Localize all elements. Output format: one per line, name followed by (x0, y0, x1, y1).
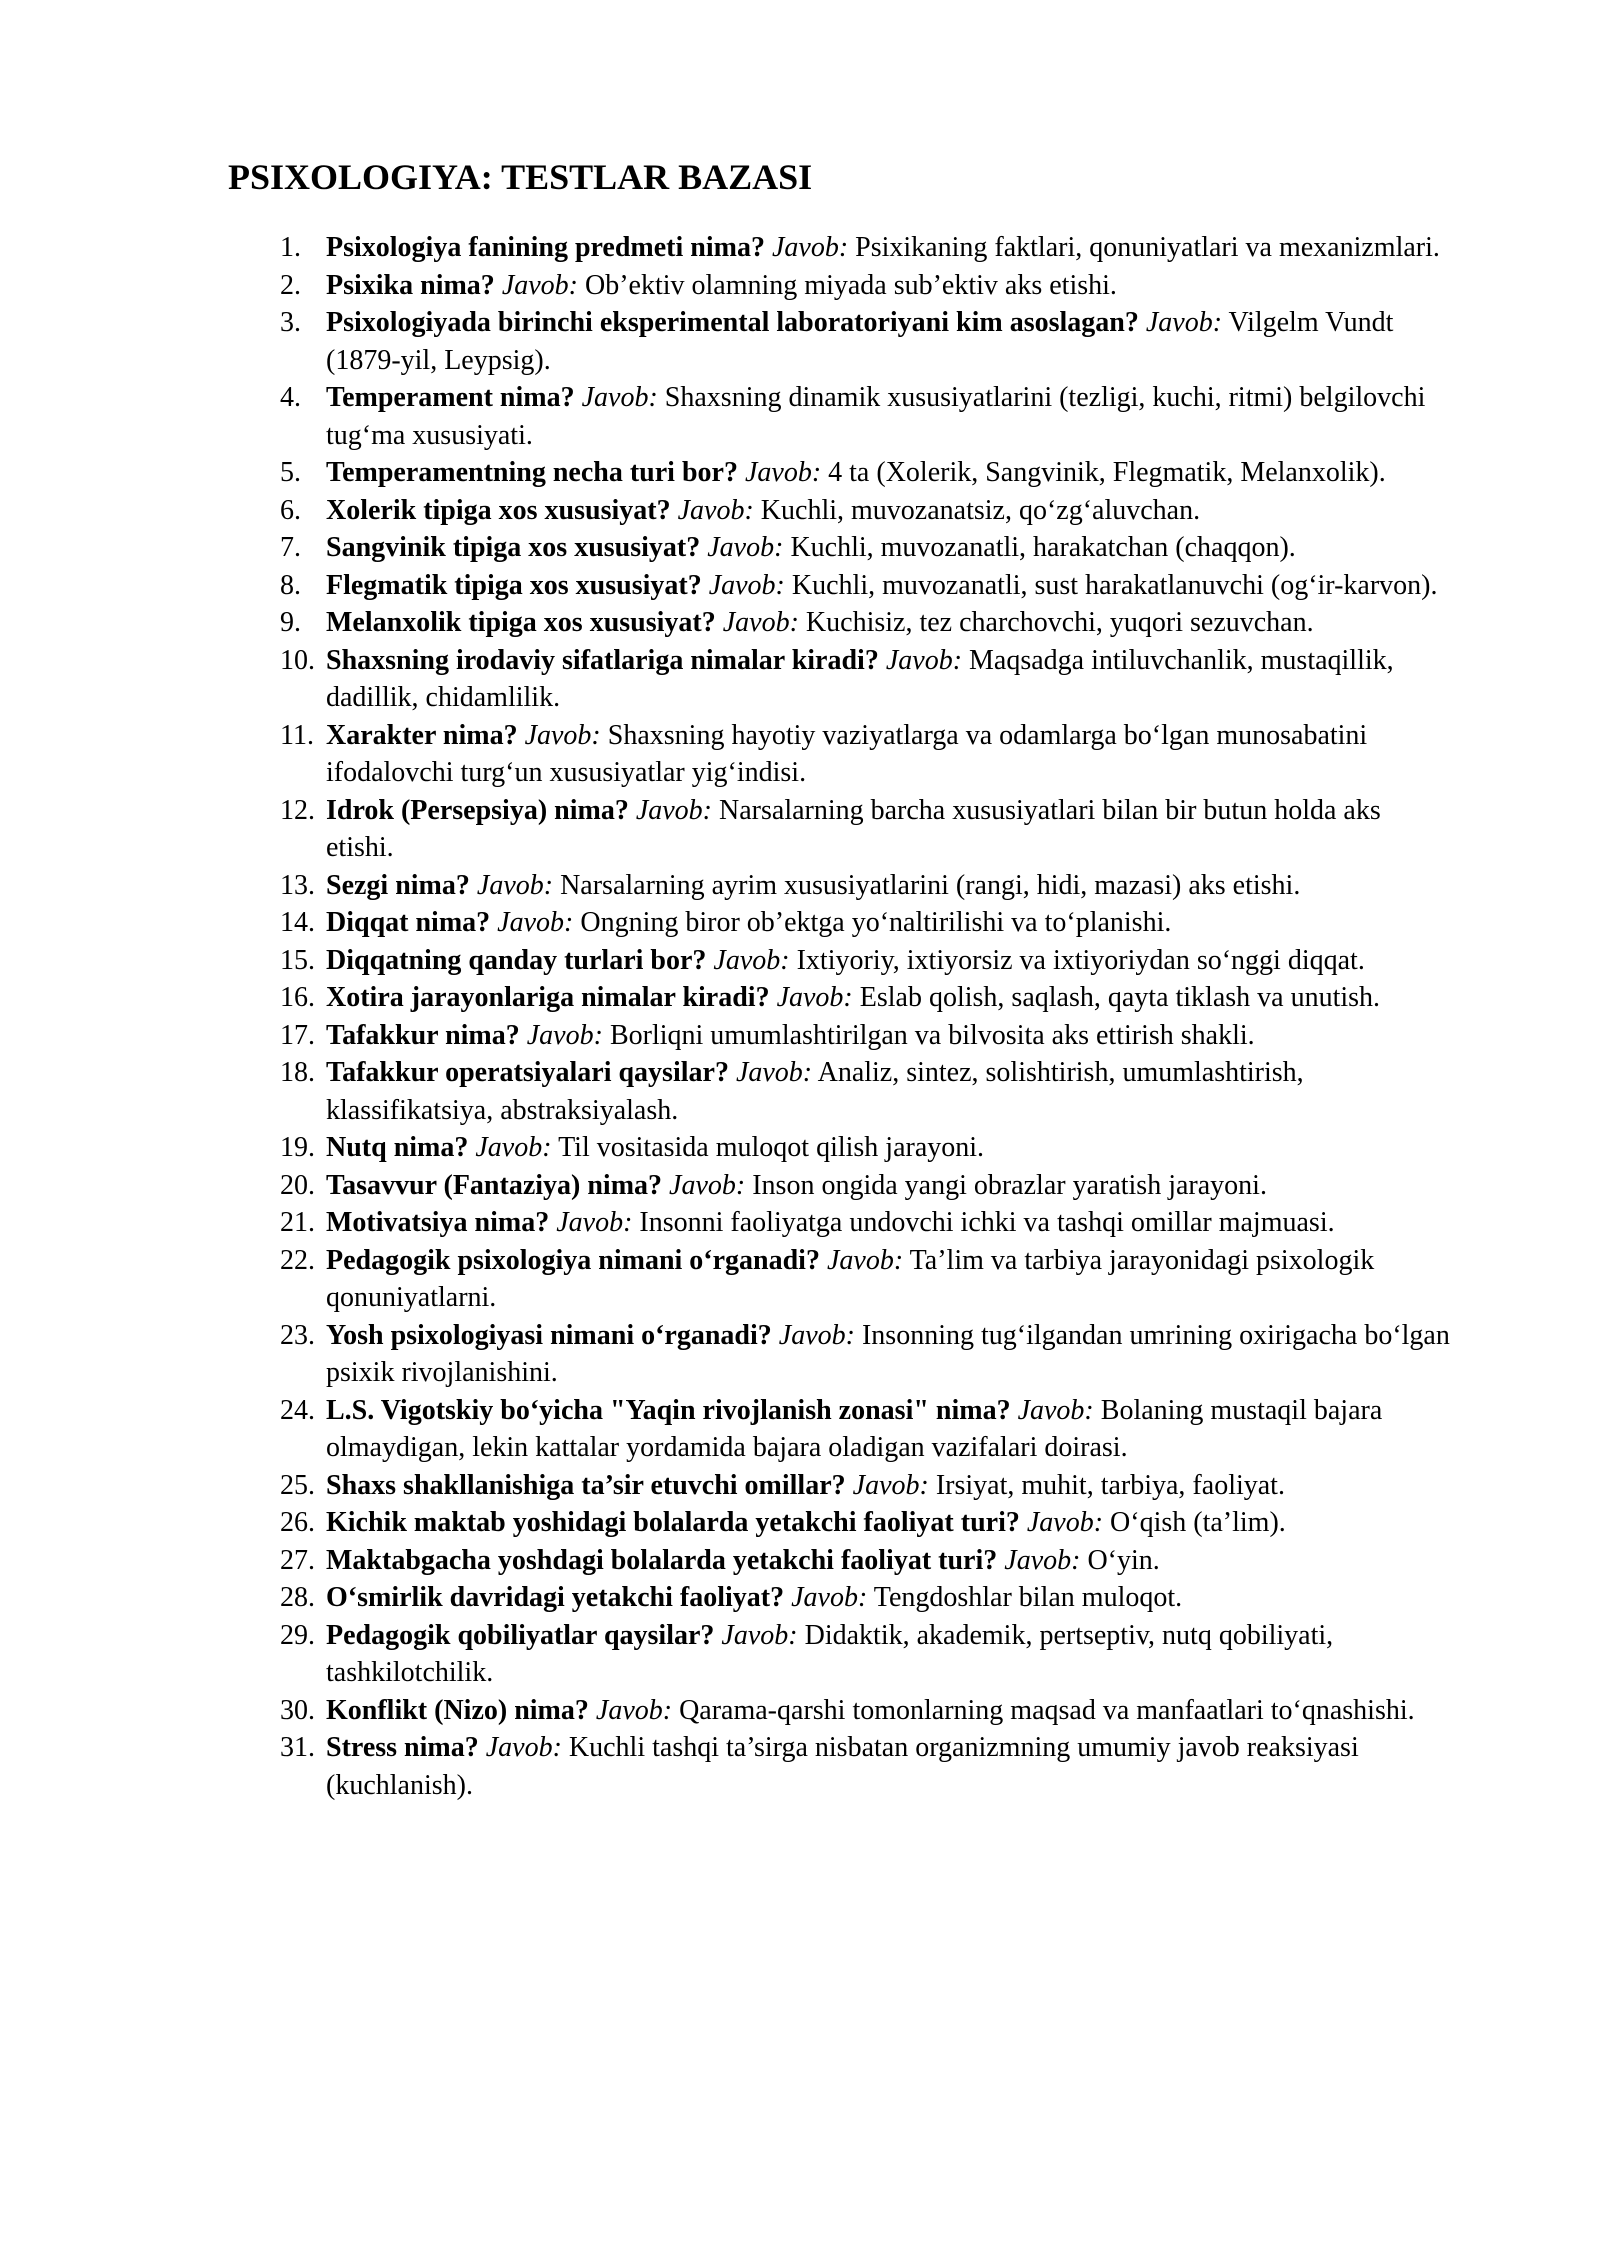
item-text (326, 1245, 1374, 1314)
qa-item (280, 229, 1452, 267)
question-text: Maktabgacha yoshdagi bolalarda yetakchi faoliyat turi? (326, 1544, 998, 1576)
question-text: Diqqat nima? (326, 907, 491, 938)
question-text: Xolerik tipiga xos xususiyat? (326, 494, 671, 526)
answer-text: Narsalarning ayrim xususiyatlarini (rangi, hidi, mazasi) aks etishi. (560, 869, 1301, 901)
qa-item (280, 1054, 1452, 1129)
answer-label: Javob: (778, 1319, 855, 1351)
item-number: 23. (280, 1319, 315, 1351)
item-text (326, 1057, 1304, 1126)
item-text (326, 1395, 1382, 1464)
answer-label: Javob: (677, 494, 754, 526)
answer-text: Bolaning mustaqil bajara olmaydigan, lekin kattalar yordamida bajara oladigan vazifalari doirasi. (326, 1394, 1383, 1463)
item-text (326, 1132, 984, 1163)
item-number: 16. (280, 982, 315, 1013)
question-text: Diqqatning qanday turlari bor? (326, 944, 707, 976)
answer-label: Javob: (669, 1169, 746, 1201)
question-text: Tafakkur operatsiyalari qaysilar? (326, 1057, 729, 1088)
question-text: Temperament nima? (326, 382, 575, 413)
item-number: 27. (280, 1544, 315, 1576)
answer-label: Javob: (1145, 307, 1223, 338)
qa-item (280, 1579, 1452, 1617)
qa-item (280, 942, 1452, 980)
qa-item (280, 304, 1452, 379)
answer-label: Javob: (497, 907, 574, 938)
item-text (326, 870, 1300, 901)
item-text (326, 570, 1437, 601)
qa-item (280, 1729, 1452, 1804)
item-text (326, 1695, 1415, 1726)
qa-item (280, 1392, 1452, 1467)
item-number: 6. (280, 494, 301, 526)
qa-item (280, 492, 1452, 530)
qa-item (280, 1204, 1452, 1242)
item-number: 3. (280, 307, 301, 338)
item-text (326, 307, 1393, 376)
answer-label: Javob: (713, 944, 790, 976)
item-text (326, 1470, 1285, 1501)
item-text (326, 1507, 1286, 1538)
question-text: Flegmatik tipiga xos xususiyat? (326, 569, 702, 601)
answer-text: Ixtiyoriy, ixtiyorsiz va ixtiyoriydan so‘nggi diqqat. (796, 944, 1365, 976)
qa-item (280, 1542, 1452, 1580)
question-text: Nutq nima? (326, 1132, 469, 1163)
item-number: 20. (280, 1169, 315, 1201)
answer-label: Javob: (826, 1244, 904, 1276)
answer-label: Javob: (595, 1694, 673, 1726)
answer-text: Psixikaning faktlari, qonuniyatlari va mexanizmlari. (855, 232, 1440, 263)
item-number: 19. (280, 1132, 315, 1163)
answer-text: Insonni faoliyatga undovchi ichki va tashqi omillar majmuasi. (639, 1207, 1335, 1238)
question-text: Idrok (Persepsiya) nima? (326, 794, 629, 826)
answer-text: Vilgelm Vundt (1879-yil, Leypsig). (326, 307, 1394, 376)
item-text (326, 1020, 1255, 1051)
answer-label: Javob: (485, 1732, 562, 1763)
item-text (326, 1170, 1267, 1201)
answer-label: Javob: (852, 1469, 929, 1501)
answer-label: Javob: (526, 1019, 603, 1051)
item-text (326, 1582, 1182, 1613)
answer-label: Javob: (1026, 1507, 1104, 1538)
answer-label: Javob: (476, 869, 554, 901)
answer-label: Javob: (791, 1582, 868, 1613)
item-text (326, 1320, 1450, 1389)
qa-item (280, 454, 1452, 492)
answer-text: Ongning biror ob’ektga yo‘naltirilishi va to‘planishi. (580, 907, 1172, 938)
qa-item (280, 604, 1452, 642)
answer-label: Javob: (635, 794, 713, 826)
item-number: 11. (280, 719, 314, 751)
qa-item (280, 1504, 1452, 1542)
page-title: PSIXOLOGIYA: TESTLAR BAZASI (228, 157, 813, 197)
qa-item (280, 1617, 1452, 1692)
item-text (326, 270, 1117, 301)
item-text (326, 907, 1171, 938)
answer-text: Irsiyat, muhit, tarbiya, faoliyat. (935, 1469, 1285, 1501)
item-number: 26. (280, 1507, 315, 1538)
answer-label: Javob: (885, 644, 963, 676)
item-text (326, 495, 1200, 526)
answer-label: Javob: (581, 382, 658, 413)
answer-text: Kuchli, muvozanatsiz, qo‘zg‘aluvchan. (760, 494, 1201, 526)
item-text (326, 382, 1425, 451)
qa-item (280, 1167, 1452, 1205)
answer-label: Javob: (722, 607, 799, 638)
question-text: Temperamentning necha turi bor? (326, 457, 738, 488)
item-text (326, 720, 1367, 789)
qa-item (280, 1317, 1452, 1392)
item-text (326, 795, 1381, 864)
question-text: Melanxolik tipiga xos xususiyat? (326, 607, 716, 638)
answer-label: Javob: (744, 457, 822, 488)
item-number: 25. (280, 1469, 315, 1501)
item-number: 8. (280, 569, 301, 601)
item-number: 18. (280, 1057, 315, 1088)
qa-item (280, 1467, 1452, 1505)
qa-item (280, 379, 1452, 454)
question-text: Yosh psixologiyasi nimani o‘rganadi? (326, 1319, 772, 1351)
item-number: 4. (280, 382, 301, 413)
item-text (326, 1620, 1333, 1689)
answer-text: Insonning tug‘ilgandan umrining oxirigacha bo‘lgan psixik rivojlanishini. (326, 1319, 1450, 1388)
answer-label: Javob: (735, 1057, 813, 1088)
answer-text: Tengdoshlar bilan muloqot. (873, 1582, 1183, 1613)
item-text (326, 532, 1296, 563)
item-number: 15. (280, 944, 315, 976)
item-text (326, 457, 1386, 488)
item-number: 5. (280, 457, 301, 488)
item-number: 10. (280, 644, 315, 676)
question-text: Sangvinik tipiga xos xususiyat? (326, 532, 701, 563)
item-text (326, 1545, 1160, 1576)
item-number: 29. (280, 1619, 315, 1651)
answer-label: Javob: (524, 719, 601, 751)
question-text: Shaxsning irodaviy sifatlariga nimalar kiradi? (326, 644, 879, 676)
item-number: 14. (280, 907, 315, 938)
answer-label: Javob: (475, 1132, 552, 1163)
answer-text: O‘qish (ta’lim). (1110, 1507, 1286, 1538)
question-text: Pedagogik psixologiya nimani o‘rganadi? (326, 1244, 820, 1276)
item-number: 9. (280, 607, 301, 638)
item-text (326, 1207, 1335, 1238)
answer-label: Javob: (708, 569, 785, 601)
qa-item (280, 792, 1452, 867)
item-number: 21. (280, 1207, 315, 1238)
question-text: Psixologiyada birinchi eksperimental laboratoriyani kim asoslagan? (326, 307, 1139, 338)
qa-item (280, 567, 1452, 605)
answer-text: Ta’lim va tarbiya jarayonidagi psixologik qonuniyatlarni. (326, 1244, 1375, 1313)
qa-item (280, 267, 1452, 305)
answer-label: Javob: (1004, 1544, 1081, 1576)
item-text (326, 645, 1394, 714)
answer-text: 4 ta (Xolerik, Sangvinik, Flegmatik, Melanxolik). (828, 457, 1386, 488)
answer-text: Didaktik, akademik, pertseptiv, nutq qobiliyati, tashkilotchilik. (326, 1619, 1334, 1688)
item-number: 30. (280, 1694, 315, 1726)
answer-label: Javob: (556, 1207, 633, 1238)
answer-text: Borliqni umumlashtirilgan va bilvosita aks ettirish shakli. (609, 1019, 1255, 1051)
qa-item (280, 904, 1452, 942)
answer-text: Shaxsning dinamik xususiyatlarini (tezligi, kuchi, ritmi) belgilovchi tug‘ma xususiyati. (326, 382, 1426, 451)
answer-text: Maqsadga intiluvchanlik, mustaqillik, dadillik, chidamlilik. (326, 644, 1394, 713)
item-number: 13. (280, 869, 315, 901)
qa-item (280, 1692, 1452, 1730)
answer-label: Javob: (501, 269, 578, 301)
item-text (326, 945, 1365, 976)
answer-text: Kuchisiz, tez charchovchi, yuqori sezuvchan. (805, 607, 1314, 638)
answer-label: Javob: (707, 532, 784, 563)
item-text (326, 1732, 1359, 1801)
item-number: 28. (280, 1582, 315, 1613)
answer-text: Inson ongida yangi obrazlar yaratish jarayoni. (752, 1169, 1267, 1201)
question-text: Psixika nima? (326, 269, 495, 301)
answer-text: Eslab qolish, saqlash, qayta tiklash va unutish. (859, 982, 1381, 1013)
answer-text: Shaxsning hayotiy vaziyatlarga va odamlarga bo‘lgan munosabatini ifodalovchi turg‘un xususiyatlar yig‘indisi. (326, 719, 1368, 788)
qa-item (280, 867, 1452, 905)
question-text: Sezgi nima? (326, 869, 470, 901)
question-text: O‘smirlik davridagi yetakchi faoliyat? (326, 1582, 785, 1613)
answer-label: Javob: (771, 232, 849, 263)
question-text: Stress nima? (326, 1732, 479, 1763)
item-number: 7. (280, 532, 301, 563)
answer-text: Kuchli, muvozanatli, harakatchan (chaqqon). (790, 532, 1296, 563)
question-text: Pedagogik qobiliyatlar qaysilar? (326, 1619, 715, 1651)
question-text: Xarakter nima? (326, 719, 518, 751)
answer-label: Javob: (1017, 1394, 1094, 1426)
item-number: 1. (280, 232, 301, 263)
qa-list (280, 229, 1452, 1804)
answer-text: Analiz, sintez, solishtirish, umumlashtirish, klassifikatsiya, abstraksiyalash. (326, 1057, 1304, 1126)
question-text: Tasavvur (Fantaziya) nima? (326, 1169, 663, 1201)
item-number: 12. (280, 794, 315, 826)
answer-text: Ob’ektiv olamning miyada sub’ektiv aks etishi. (585, 269, 1117, 301)
qa-item (280, 642, 1452, 717)
answer-text: Kuchli, muvozanatli, sust harakatlanuvchi (og‘ir-karvon). (791, 569, 1438, 601)
item-number: 2. (280, 269, 301, 301)
answer-text: Narsalarning barcha xususiyatlari bilan bir butun holda aks etishi. (326, 794, 1381, 863)
item-text (326, 982, 1380, 1013)
question-text: Psixologiya fanining predmeti nima? (326, 232, 765, 263)
answer-label: Javob: (721, 1619, 798, 1651)
answer-text: O‘yin. (1087, 1544, 1160, 1576)
question-text: Shaxs shakllanishiga ta’sir etuvchi omillar? (326, 1469, 846, 1501)
item-number: 24. (280, 1394, 315, 1426)
answer-label: Javob: (776, 982, 853, 1013)
qa-item (280, 717, 1452, 792)
question-text: Konflikt (Nizo) nima? (326, 1694, 589, 1726)
question-text: Kichik maktab yoshidagi bolalarda yetakchi faoliyat turi? (326, 1507, 1020, 1538)
answer-text: Til vositasida muloqot qilish jarayoni. (558, 1132, 985, 1163)
qa-item (280, 979, 1452, 1017)
item-text (326, 232, 1440, 263)
question-text: Motivatsiya nima? (326, 1207, 550, 1238)
item-number: 31. (280, 1732, 315, 1763)
qa-item (280, 1242, 1452, 1317)
item-text (326, 607, 1314, 638)
question-text: Tafakkur nima? (326, 1019, 520, 1051)
qa-item (280, 529, 1452, 567)
question-text: Xotira jarayonlariga nimalar kiradi? (326, 982, 770, 1013)
item-number: 17. (280, 1019, 315, 1051)
item-number: 22. (280, 1244, 315, 1276)
answer-text: Kuchli tashqi ta’sirga nisbatan organizmning umumiy javob reaksiyasi (kuchlanish). (326, 1732, 1359, 1801)
qa-item (280, 1017, 1452, 1055)
qa-item (280, 1129, 1452, 1167)
answer-text: Qarama-qarshi tomonlarning maqsad va manfaatlari to‘qnashishi. (679, 1694, 1415, 1726)
question-text: L.S. Vigotskiy bo‘yicha "Yaqin rivojlanish zonasi" nima? (326, 1394, 1011, 1426)
